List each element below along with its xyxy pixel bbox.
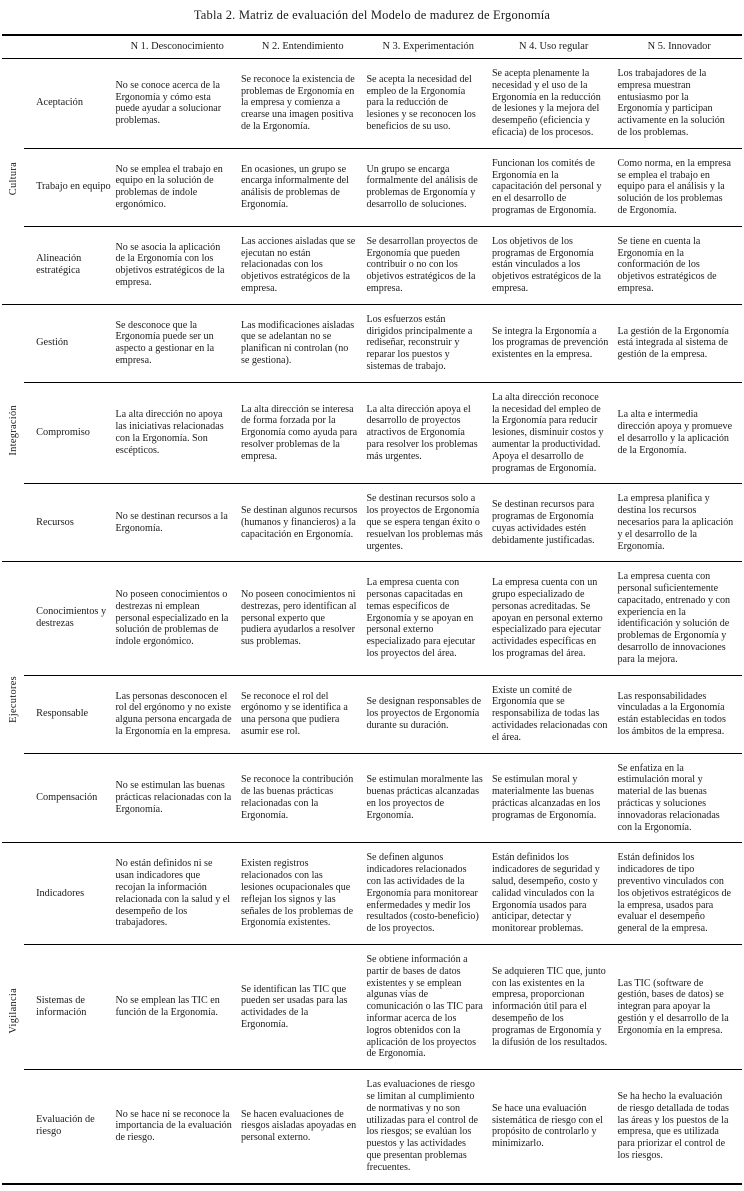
matrix-cell: Se reconoce la existencia de problemas de Ergonomía en la empresa y comienza a crearse una imagen positiva de la Ergonomía. — [240, 73, 355, 133]
matrix-cell: Están definidos los indicadores de tipo preventivo vinculados con los objetivos estratégicos de la empresa, usados para evaluar el desempeño general de la empresa. — [617, 852, 731, 935]
row-label-trabajo-en-equipo: Trabajo en equipo — [24, 148, 114, 226]
table-row — [2, 1070, 742, 1184]
matrix-cell: La empresa cuenta con un grupo especializado de personas acreditadas. Se apoyan en personal externo especializado para ejecutar actividades específicas en los programas del área. — [491, 577, 603, 659]
matrix-cell: Se designan responsables de los proyectos de Ergonomía durante su duración. — [365, 675, 491, 753]
matrix-cell: Se hacen evaluaciones de riesgos aisladas apoyadas en personal externo. — [240, 1070, 366, 1184]
matrix-cell: Las evaluaciones de riesgo se limitan al cumplimiento de normativas y no son utilizadas para el control de los riesgos; se evalúan los puestos y las actividades que presentan problemas frecuentes. — [365, 1070, 491, 1184]
matrix-cell: Un grupo se encarga formalmente del análisis de problemas de Ergonomía y desarrollo de soluciones. — [365, 148, 491, 226]
matrix-cell: Las personas desconocen el rol del ergónomo y no existe alguna persona encargada de la Ergonomía en la empresa. — [114, 675, 240, 753]
matrix-cell: No se emplea el trabajo en equipo en la solución de problemas de índole ergonómico. — [114, 148, 240, 226]
matrix-cell: Los objetivos de los programas de Ergonomía están vinculados a los objetivos estratégicos de la empresa. — [491, 226, 617, 304]
matrix-cell: Se identifican las TIC que pueden ser usadas para las actividades de la Ergonomía. — [240, 945, 366, 1070]
matrix-cell: Los esfuerzos están dirigidos principalmente a rediseñar, reconstruir y reparar los puestos y sistemas de trabajo. — [366, 313, 473, 372]
matrix-cell: Se ha hecho la evaluación de riesgo detallada de todas las áreas y los puestos de la empresa, que es utilizada para priorizar el control de los riesgos. — [616, 1070, 742, 1184]
column-header-n2: N 2. Entendimiento — [240, 35, 366, 59]
row-label-recursos: Recursos — [24, 484, 114, 562]
row-label-evaluacion-de-riesgo: Evaluación de riesgo — [24, 1070, 114, 1184]
group-label-text: Cultura — [7, 162, 19, 196]
matrix-cell: Se destinan recursos para programas de Ergonomía cuyas actividades estén debidamente justificadas. — [491, 484, 617, 562]
header-spacer — [2, 35, 114, 59]
matrix-cell: Existe un comité de Ergonomía que se responsabiliza de todas las actividades relacionadas con el área. — [491, 675, 617, 753]
matrix-cell: Están definidos los indicadores de seguridad y salud, desempeño, costo y calidad vinculados con la Ergonomía usados para anticipar, detectar y monitorear problemas. — [491, 852, 600, 935]
matrix-cell: Se integra la Ergonomía a los programas de prevención existentes en la empresa. — [491, 325, 609, 361]
matrix-cell: La empresa cuenta con personas capacitadas en temas específicos de Ergonomía y se apoyan en personal externo especializado para ejecutar los proyectos del área. — [366, 577, 476, 659]
row-label-aceptacion: Aceptación — [36, 97, 83, 109]
column-header-n1: N 1. Desconocimiento — [114, 35, 240, 59]
matrix-cell: Las TIC (software de gestión, bases de datos) se integran para apoyar la gestión y el desarrollo de la Ergonomía en la empresa. — [616, 945, 742, 1070]
group-cultura — [2, 59, 742, 305]
group-label-text: Vigilancia — [7, 987, 19, 1034]
column-header-n4: N 4. Uso regular — [491, 35, 617, 59]
matrix-cell: Se acepta plenamente la necesidad y el uso de la Ergonomía en la reducción de lesiones y la mejora del desempeño (eficiencia y eficacia) de los procesos. — [491, 68, 601, 138]
row-label-sistemas-de-informacion: Sistemas de información — [24, 945, 114, 1070]
matrix-cell: Los trabajadores de la empresa muestran entusiasmo por la Ergonomía y participan activamente en la solución de los problemas. — [617, 68, 725, 138]
matrix-cell: No se emplean las TIC en función de la Ergonomía. — [114, 945, 240, 1070]
table-row — [2, 304, 742, 382]
table-row — [2, 843, 742, 945]
matrix-cell: En ocasiones, un grupo se encarga informalmente del análisis de problemas de Ergonomía. — [240, 148, 366, 226]
matrix-cell: No se estimulan las buenas prácticas relacionadas con la Ergonomía. — [114, 753, 240, 843]
row-label-indicadores: Indicadores — [36, 887, 85, 899]
group-label-vigilancia — [2, 843, 24, 1184]
matrix-cell: Se hace una evaluación sistemática de riesgo con el propósito de controlarlo y minimizarlo. — [491, 1070, 617, 1184]
matrix-cell: Se desarrollan proyectos de Ergonomía que pueden contribuir o no con los objetivos estratégicos de la empresa. — [365, 226, 491, 304]
matrix-cell: La empresa planifica y destina los recursos necesarios para la aplicación y el desarrollo de la Ergonomía. — [616, 484, 742, 562]
row-label-compromiso: Compromiso — [24, 382, 114, 484]
matrix-cell: La empresa cuenta con personal suficientemente capacitado, entrenado y con experiencia en la identificación y solución de problemas de Ergonomía y desarrollo de innovaciones para la mejora. — [617, 571, 731, 665]
matrix-cell: Funcionan los comités de Ergonomía en la capacitación del personal y en el desarrollo de programas de Ergonomía. — [491, 148, 617, 226]
matrix-cell: No se asocia la aplicación de la Ergonomía con los objetivos estratégicos de la empresa. — [114, 226, 240, 304]
matrix-cell: No se hace ni se reconoce la importancia de la evaluación de riesgo. — [114, 1070, 240, 1184]
matrix-cell: Se estimulan moral y materialmente las buenas prácticas alcanzadas en los programas de Ergonomía. — [491, 753, 617, 843]
row-label-responsable: Responsable — [24, 675, 114, 753]
group-integracion — [2, 304, 742, 562]
matrix-cell: Como norma, en la empresa se emplea el trabajo en equipo para el análisis y la solución de los problemas de Ergonomía. — [616, 148, 742, 226]
matrix-cell: Se enfatiza en la estimulación moral y material de las buenas prácticas y soluciones innovadoras relacionadas con la Ergonomía. — [616, 753, 742, 843]
matrix-cell: Se acepta la necesidad del empleo de la Ergonomía para la reducción de lesiones y se reconocen los beneficios de su uso. — [366, 73, 476, 133]
row-label-compensacion: Compensación — [24, 753, 114, 843]
table-header — [2, 35, 742, 59]
matrix-cell: La alta dirección no apoya las iniciativas relacionadas con la Ergonomía. Son escépticos. — [114, 382, 240, 484]
matrix-cell: No poseen conocimientos ni destrezas, pero identifican al personal experto que pudiera ayudarlos a resolver sus problemas. — [240, 588, 357, 648]
matrix-cell: No están definidos ni se usan indicadores que recojan la información relacionada con la salud y el desempeño de los trabajadores. — [115, 858, 231, 929]
matrix-cell: Se estimulan moralmente las buenas prácticas alcanzadas en los proyectos de Ergonomía. — [365, 753, 491, 843]
matrix-cell: La gestión de la Ergonomía está integrada al sistema de gestión de la empresa. — [617, 325, 729, 361]
matrix-cell: Se tiene en cuenta la Ergonomía en la conformación de los objetivos estratégicos de empresa. — [616, 226, 742, 304]
table-row — [2, 59, 742, 149]
table-row — [2, 753, 742, 843]
matrix-cell: Se destinan algunos recursos (humanos y financieros) a la capacitación en Ergonomía. — [240, 484, 366, 562]
matrix-cell: Las modificaciones aisladas que se adelantan no se planifican ni controlan (no se gestiona). — [240, 319, 355, 367]
matrix-cell: La alta dirección apoya el desarrollo de proyectos atractivos de Ergonomía para resolver los problemas más urgentes. — [365, 382, 491, 484]
matrix-cell: No poseen conocimientos o destrezas ni emplean personal especializado en la solución de problemas de índole ergonómico. — [115, 588, 229, 648]
table-row — [2, 148, 742, 226]
maturity-matrix-table — [2, 34, 742, 1185]
matrix-cell: Se adquieren TIC que, junto con las existentes en la empresa, proporcionan información útil para el desempeño de los programas de Ergonomía y la difusión de los resultados. — [491, 945, 617, 1070]
table-row — [2, 675, 742, 753]
group-label-text: Integración — [7, 405, 19, 456]
column-header-n3: N 3. Experimentación — [365, 35, 491, 59]
matrix-cell: No se destinan recursos a la Ergonomía. — [114, 484, 240, 562]
group-label-ejecutores — [2, 562, 24, 843]
group-label-integracion — [2, 304, 24, 562]
group-label-text: Ejecutores — [7, 676, 19, 724]
table-row — [2, 382, 742, 484]
matrix-cell: No se conoce acerca de la Ergonomía y cómo esta puede ayudar a solucionar problemas. — [115, 79, 222, 127]
group-label-cultura — [2, 59, 24, 305]
table-row — [2, 226, 742, 304]
matrix-cell: Existen registros relacionados con las lesiones ocupacionales que reflejan los signos y las señales de los problemas de Ergonomía existentes. — [240, 858, 354, 929]
matrix-cell: Se reconoce el rol del ergónomo y se identifica a una persona que pudiera asumir ese rol. — [240, 675, 366, 753]
matrix-cell: Las responsabilidades vinculadas a la Ergonomía están establecidas en todos los ámbitos de la empresa. — [616, 675, 742, 753]
row-label-alineacion-estrategica: Alineación estratégica — [24, 226, 114, 304]
group-vigilancia — [2, 843, 742, 1184]
table-row — [2, 945, 742, 1070]
matrix-cell: Las acciones aisladas que se ejecutan no están relacionadas con los objetivos estratégicos de la empresa. — [240, 226, 366, 304]
table-row — [2, 484, 742, 562]
matrix-cell: Se destinan recursos solo a los proyectos de Ergonomía que se espera tengan éxito o resuelvan los problemas más urgentes. — [365, 484, 491, 562]
header-row — [2, 35, 742, 59]
table-row — [2, 562, 742, 675]
column-header-n5: N 5. Innovador — [616, 35, 742, 59]
table-caption: Tabla 2. Matriz de evaluación del Modelo de madurez de Ergonomía — [193, 8, 551, 22]
matrix-cell: Se desconoce que la Ergonomía puede ser un aspecto a gestionar en la empresa. — [115, 319, 215, 367]
row-label-gestion: Gestión — [36, 337, 69, 349]
row-label-conocimientos-y-destrezas: Conocimientos y destrezas — [36, 606, 107, 630]
matrix-cell: La alta e intermedia dirección apoya y promueve el desarrollo y la aplicación de la Ergonomía. — [616, 382, 742, 484]
matrix-cell: Se reconoce la contribución de las buenas prácticas relacionadas con la Ergonomía. — [240, 753, 366, 843]
matrix-cell: La alta dirección reconoce la necesidad del empleo de la Ergonomía para reducir lesiones, disminuir costos y aumentar la productividad. Apoya el desarrollo de programas de Ergonomía. — [491, 382, 617, 484]
matrix-cell: Se obtiene información a partir de bases de datos existentes y se emplean algunas vías de comunicación o las TIC para informar acerca de los logros obtenidos con la aplicación de los proyectos de Ergonomía. — [365, 945, 491, 1070]
matrix-cell: Se definen algunos indicadores relacionados con las actividades de la Ergonomía para monitorear enfermedades y medir los resultados (costo-beneficio) de los proyectos. — [366, 852, 479, 935]
matrix-cell: La alta dirección se interesa de forma forzada por la Ergonomía como ayuda para resolver problemas de la empresa. — [240, 382, 366, 484]
group-ejecutores — [2, 562, 742, 843]
